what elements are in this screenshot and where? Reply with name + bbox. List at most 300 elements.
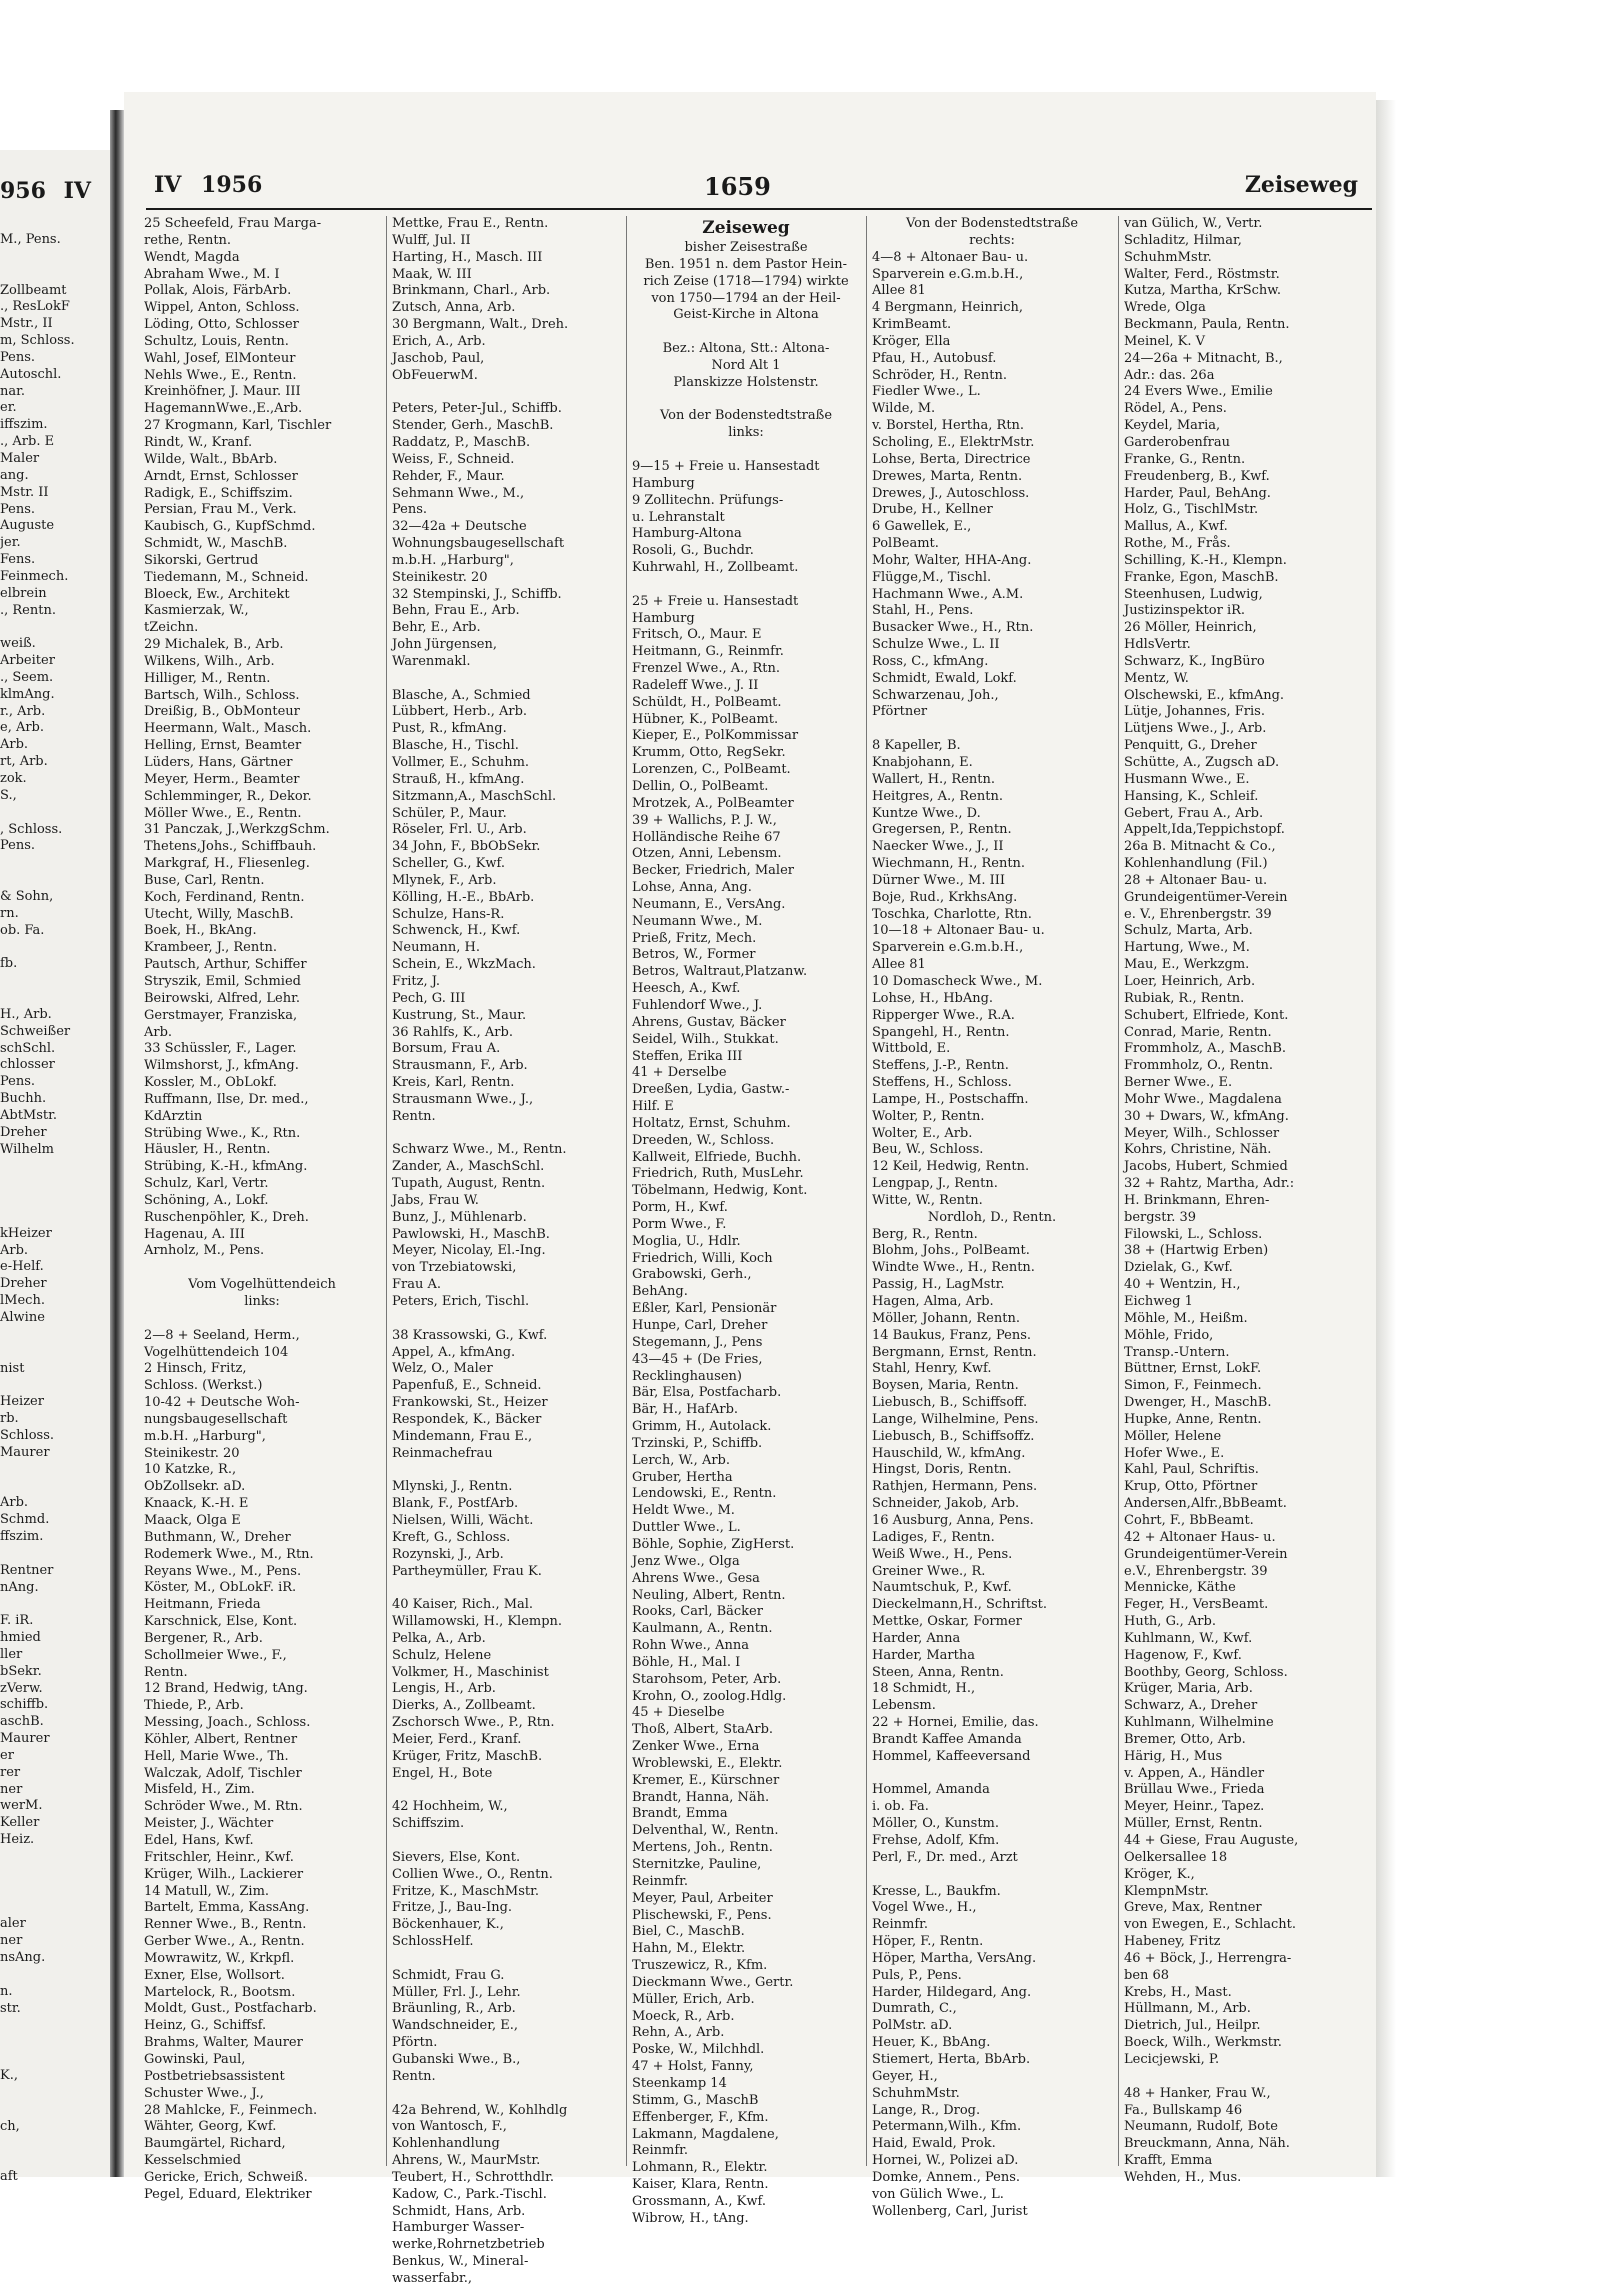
directory-entry: Buse, Carl, Rentn. bbox=[144, 872, 265, 888]
directory-entry: 48 + Hanker, Frau W., bbox=[1124, 2085, 1271, 2101]
previous-page-line: Maler bbox=[0, 450, 40, 466]
directory-entry: 18 Schmidt, H., bbox=[872, 1681, 976, 1697]
directory-entry: Kuntze Wwe., D. bbox=[872, 805, 981, 821]
directory-entry: 14 Matull, W., Zim. bbox=[144, 1883, 270, 1899]
directory-entry bbox=[632, 442, 860, 459]
directory-entry: Conrad, Marie, Rentn. bbox=[1124, 1024, 1272, 1040]
directory-entry: Bartelt, Emma, KassAng. bbox=[144, 1900, 310, 1916]
directory-entry: Becker, Friedrich, Maler bbox=[632, 863, 794, 879]
directory-entry bbox=[144, 1311, 380, 1328]
directory-entry: Appel, A., kfmAng. bbox=[392, 1344, 516, 1360]
directory-entry: Lampe, H., Postschaffn. bbox=[872, 1091, 1029, 1107]
directory-entry: Petermann,Wilh., Kfm. bbox=[872, 2119, 1022, 2135]
directory-entry: Wollenberg, Carl, Jurist bbox=[872, 2203, 1028, 2219]
directory-entry: 42 Hochheim, W., bbox=[392, 1799, 508, 1815]
previous-page-line: ner bbox=[0, 1933, 23, 1949]
directory-entry: Boeck, Wilh., Werkmstr. bbox=[1124, 2035, 1282, 2051]
directory-entry: Hamburg-Altona bbox=[632, 526, 742, 542]
directory-entry bbox=[144, 1260, 380, 1277]
directory-entry: Rentn. bbox=[144, 1664, 188, 1680]
directory-entry: Domke, Annem., Pens. bbox=[872, 2169, 1020, 2185]
directory-entry: von Wantosch, F., bbox=[392, 2119, 507, 2135]
directory-entry: Boek, H., BkAng. bbox=[144, 923, 257, 939]
directory-entry: Köster, M., ObLokF. iR. bbox=[144, 1580, 297, 1596]
directory-entry: Mertens, Joh., Rentn. bbox=[632, 1840, 773, 1856]
directory-entry: KlempnMstr. bbox=[1124, 1883, 1209, 1899]
directory-entry: Pech, G. III bbox=[392, 990, 466, 1006]
directory-entry: Heuer, K., BbAng. bbox=[872, 2035, 991, 2051]
directory-entry: Olschewski, E., kfmAng. bbox=[1124, 687, 1285, 703]
directory-entry: Bartsch, Wilh., Schloss. bbox=[144, 687, 300, 703]
directory-entry: Tiedemann, M., Schneid. bbox=[144, 569, 309, 585]
directory-entry: Pautsch, Arthur, Schiffer bbox=[144, 957, 307, 973]
directory-entry: Postbetriebsassistent bbox=[144, 2068, 285, 2084]
directory-entry: Harder, Paul, BehAng. bbox=[1124, 485, 1271, 501]
directory-entry: Brandt, Emma bbox=[632, 1806, 728, 1822]
directory-entry: Allee 81 bbox=[872, 957, 926, 973]
directory-entry: Behr, E., Arb. bbox=[392, 620, 481, 636]
directory-entry: 26 Möller, Heinrich, bbox=[1124, 620, 1257, 636]
directory-entry: Knaack, K.-H. E bbox=[144, 1496, 249, 1512]
directory-entry: Eichweg 1 bbox=[1124, 1294, 1193, 1309]
directory-entry: Utecht, Willy, MaschB. bbox=[144, 906, 294, 922]
column-divider bbox=[626, 216, 627, 2166]
directory-entry: Steffens, H., Schloss. bbox=[872, 1075, 1012, 1091]
previous-page-line: Dreher bbox=[0, 1124, 47, 1140]
directory-entry: Dreißig, B., ObMonteur bbox=[144, 704, 300, 720]
directory-entry: Schmidt, Ewald, Lokf. bbox=[872, 670, 1017, 686]
directory-entry: Benkus, W., Mineral- bbox=[392, 2254, 529, 2270]
directory-entry: Schulze Wwe., L. II bbox=[872, 637, 1000, 653]
directory-entry: Schmidt, Hans, Arb. bbox=[392, 2203, 526, 2219]
directory-entry: Rodemerk Wwe., M., Rtn. bbox=[144, 1546, 314, 1562]
directory-entry: Hunpe, Carl, Dreher bbox=[632, 1318, 768, 1333]
directory-entry: Gubanski Wwe., B., bbox=[392, 2051, 521, 2067]
directory-entry: Heitmann, G., Reinmfr. bbox=[632, 644, 784, 660]
previous-page-line: er. bbox=[0, 400, 17, 416]
directory-entry: Löding, Otto, Schlosser bbox=[144, 317, 299, 333]
directory-entry: 33 Schüssler, F., Lager. bbox=[144, 1041, 297, 1057]
previous-page-line: Fens. bbox=[0, 552, 36, 568]
previous-page-line: ., Seem. bbox=[0, 669, 54, 685]
page-header-left bbox=[154, 172, 274, 200]
directory-entry: 29 Michalek, B., Arb. bbox=[144, 637, 284, 653]
directory-entry: Ripperger Wwe., R.A. bbox=[872, 1007, 1015, 1023]
page-number: 1659 bbox=[704, 172, 771, 201]
previous-page-line: werM. bbox=[0, 1798, 43, 1814]
previous-page-line bbox=[0, 1866, 110, 1883]
directory-entry: Schulz, Karl, Vertr. bbox=[144, 1176, 269, 1192]
directory-entry: Flügge,M., Tischl. bbox=[872, 569, 992, 585]
directory-entry: Böckenhauer, K., bbox=[392, 1917, 504, 1933]
directory-entry: Lohse, Berta, Directrice bbox=[872, 451, 1031, 467]
previous-page-line: schSchl. bbox=[0, 1040, 56, 1056]
directory-entry: Passig, H., LagMstr. bbox=[872, 1277, 1005, 1293]
previous-page-line: nAng. bbox=[0, 1579, 39, 1595]
previous-page-line: rt, Arb. bbox=[0, 754, 48, 770]
directory-entry: Volkmer, H., Maschinist bbox=[392, 1664, 549, 1680]
directory-entry: Steenkamp 14 bbox=[632, 2075, 727, 2091]
directory-entry: Liebusch, B., Schiffsoffz. bbox=[872, 1428, 1035, 1444]
directory-entry: Ruffmann, Ilse, Dr. med., bbox=[144, 1091, 309, 1107]
directory-entry: Sitzmann,A., MaschSchl. bbox=[392, 788, 557, 804]
directory-entry: Mlynek, F., Arb. bbox=[392, 872, 497, 888]
directory-entry: Steinikestr. 20 bbox=[392, 569, 488, 585]
previous-page-line: AbtMstr. bbox=[0, 1107, 58, 1123]
directory-entry: Papenfuß, E., Schneid. bbox=[392, 1378, 542, 1394]
directory-entry: Franke, Egon, MaschB. bbox=[1124, 569, 1279, 585]
previous-page-volume: IV bbox=[63, 178, 91, 204]
previous-page-line: kHeizer bbox=[0, 1225, 52, 1241]
page-edge bbox=[1376, 100, 1396, 2177]
section-note: rechts: bbox=[969, 232, 1015, 248]
directory-entry: Hommel, Kaffeeversand bbox=[872, 1748, 1031, 1764]
directory-entry: Drewes, J., Autoschloss. bbox=[872, 485, 1030, 501]
directory-entry: Stryszik, Emil, Schmied bbox=[144, 973, 301, 989]
previous-page-line bbox=[0, 1883, 110, 1900]
directory-entry: Wahl, Josef, ElMonteur bbox=[144, 350, 296, 366]
directory-entry: m.b.H. „Harburg", bbox=[144, 1428, 266, 1444]
directory-entry: Radigk, E., Schiffszim. bbox=[144, 485, 293, 501]
directory-entry: Collien Wwe., O., Rentn. bbox=[392, 1866, 553, 1882]
previous-page-line: ner bbox=[0, 1781, 23, 1797]
directory-entry: Thoß, Albert, StaArb. bbox=[632, 1722, 774, 1738]
section-note: Geist-Kirche in Altona bbox=[673, 307, 819, 323]
directory-entry: Lange, R., Drog. bbox=[872, 2102, 981, 2118]
directory-entry: 28 Mahlcke, F., Feinmech. bbox=[144, 2102, 318, 2118]
directory-entry: Schein, E., WkzMach. bbox=[392, 957, 536, 973]
directory-entry: Berner Wwe., E. bbox=[1124, 1075, 1233, 1091]
directory-entry: Garderobenfrau bbox=[1124, 434, 1230, 450]
directory-entry: Willamowski, H., Klempn. bbox=[392, 1614, 563, 1630]
directory-entry: Pförtner bbox=[872, 704, 928, 720]
directory-entry: Cohrt, F., BbBeamt. bbox=[1124, 1512, 1254, 1528]
directory-entry: Schloss. (Werkst.) bbox=[144, 1378, 263, 1394]
previous-page-line bbox=[0, 1158, 110, 1175]
directory-entry: Breuckmann, Anna, Näh. bbox=[1124, 2136, 1290, 2152]
directory-entry: Liebusch, B., Schiffsoff. bbox=[872, 1395, 1028, 1411]
directory-entry: Kuhrwahl, H., Zollbeamt. bbox=[632, 560, 799, 576]
directory-entry: Hilf. E bbox=[632, 1099, 674, 1115]
directory-entry: Dumrath, C., bbox=[872, 2001, 957, 2017]
directory-entry: Kölling, H.-E., BbArb. bbox=[392, 889, 535, 905]
previous-page-line: Pens. bbox=[0, 349, 36, 365]
section-note: von 1750—1794 an der Heil- bbox=[651, 290, 841, 306]
section-note: Ben. 1951 n. dem Pastor Hein- bbox=[644, 256, 848, 272]
directory-entry: Pawlowski, H., MaschB. bbox=[392, 1226, 550, 1242]
directory-entry: Blohm, Johs., PolBeamt. bbox=[872, 1243, 1030, 1259]
directory-entry: 36 Rahlfs, K., Arb. bbox=[392, 1024, 513, 1040]
directory-entry: Mowrawitz, W., Krkpfl. bbox=[144, 1950, 295, 1966]
directory-entry: Rubiak, R., Rentn. bbox=[1124, 990, 1245, 1006]
directory-entry: ben 68 bbox=[1124, 1967, 1170, 1983]
directory-entry: tZeichn. bbox=[144, 620, 199, 636]
section-note: links: bbox=[728, 425, 764, 441]
directory-entry: Porm, H., Kwf. bbox=[632, 1200, 728, 1216]
directory-entry: Möller, Helene bbox=[1124, 1428, 1222, 1444]
previous-page-line: bSekr. bbox=[0, 1663, 42, 1679]
previous-page-line: elbrein bbox=[0, 585, 47, 601]
directory-entry: Mlynski, J., Rentn. bbox=[392, 1479, 513, 1495]
directory-entry: Pens. bbox=[392, 502, 428, 518]
directory-entry: Schneider, Jakob, Arb. bbox=[872, 1496, 1020, 1512]
directory-entry: Rehn, A., Arb. bbox=[632, 2025, 725, 2041]
directory-entry: Dürner Wwe., M. III bbox=[872, 872, 1005, 888]
directory-entry: 10 Domascheck Wwe., M. bbox=[872, 973, 1043, 989]
directory-entry: 4—8 + Altonaer Bau- u. bbox=[872, 249, 1029, 265]
previous-page-line: Rentner bbox=[0, 1562, 54, 1578]
directory-entry: Zenker Wwe., Erna bbox=[632, 1739, 760, 1755]
directory-entry: Biel, C., MaschB. bbox=[632, 1924, 745, 1940]
directory-entry: Schmidt, W., MaschB. bbox=[144, 536, 288, 552]
directory-entry: Kadow, C., Park.-Tischl. bbox=[392, 2186, 547, 2202]
previous-page-line bbox=[0, 2051, 110, 2068]
directory-entry: e.V., Ehrenbergstr. 39 bbox=[1124, 1563, 1268, 1579]
directory-entry: Schulz, Marta, Arb. bbox=[1124, 923, 1253, 939]
directory-entry: wasserfabr., bbox=[392, 2270, 473, 2286]
section-note: rich Zeise (1718—1794) wirkte bbox=[643, 273, 849, 289]
directory-entry: Nehls Wwe., E., Rentn. bbox=[144, 367, 297, 383]
directory-entry: Kaulmann, A., Rentn. bbox=[632, 1621, 773, 1637]
directory-entry: Fritschler, Heinr., Kwf. bbox=[144, 1849, 294, 1865]
directory-entry: Nielsen, Willi, Wächt. bbox=[392, 1512, 534, 1528]
directory-entry: Abraham Wwe., M. I bbox=[144, 266, 280, 282]
directory-entry: SchuhmMstr. bbox=[1124, 249, 1212, 265]
directory-entry: Dieckmann Wwe., Gertr. bbox=[632, 1974, 794, 1990]
directory-entry bbox=[632, 324, 860, 341]
directory-entry: Fa., Bullskamp 46 bbox=[1124, 2102, 1243, 2118]
directory-entry: 24 Evers Wwe., Emilie bbox=[1124, 384, 1273, 400]
directory-entry bbox=[872, 1867, 1112, 1884]
directory-entry: Bergener, R., Arb. bbox=[144, 1630, 263, 1646]
directory-entry: m.b.H. „Harburg", bbox=[392, 552, 514, 568]
directory-entry: Frenzel Wwe., A., Rtn. bbox=[632, 661, 781, 677]
directory-entry: Trzinski, P., Schiffb. bbox=[632, 1435, 763, 1451]
directory-entry: Prieß, Fritz, Mech. bbox=[632, 930, 757, 946]
directory-entry: Heinz, G., Schiffsf. bbox=[144, 2018, 267, 2034]
directory-entry: Schüler, P., Maur. bbox=[392, 805, 507, 821]
directory-entry: 43—45 + (De Fries, bbox=[632, 1351, 763, 1367]
directory-entry: e. V., Ehrenbergstr. 39 bbox=[1124, 906, 1272, 922]
directory-entry: Wähter, Georg, Kwf. bbox=[144, 2119, 277, 2135]
directory-entry: Stender, Gerh., MaschB. bbox=[392, 418, 554, 434]
directory-entry: Borsum, Frau A. bbox=[392, 1041, 501, 1057]
previous-page-line: rer bbox=[0, 1764, 21, 1780]
directory-entry: Sehmann Wwe., M., bbox=[392, 485, 525, 501]
directory-entry: Möller, O., Kunstm. bbox=[872, 1816, 1000, 1832]
directory-entry: 2—8 + Seeland, Herm., bbox=[144, 1327, 300, 1343]
directory-entry: Rothe, M., Frås. bbox=[1124, 536, 1231, 552]
directory-entry: Fuhlendorf Wwe., J. bbox=[632, 997, 763, 1013]
previous-page-line bbox=[0, 2135, 110, 2152]
directory-entry: Meyer, Herm., Beamter bbox=[144, 771, 300, 787]
directory-entry bbox=[392, 671, 620, 688]
directory-entry: Dieckelmann,H., Schriftst. bbox=[872, 1597, 1047, 1613]
directory-entry: Seidel, Wilh., Stukkat. bbox=[632, 1031, 779, 1047]
directory-entry: Mentz, W. bbox=[1124, 670, 1189, 686]
directory-entry: van Gülich, W., Vertr. bbox=[1124, 216, 1263, 231]
directory-entry: Heitmann, Frieda bbox=[144, 1597, 261, 1613]
directory-entry: Hamburg bbox=[632, 610, 695, 626]
directory-entry: Krüger, Wilh., Lackierer bbox=[144, 1866, 304, 1882]
directory-entry: Lengpap, J., Rentn. bbox=[872, 1176, 998, 1192]
directory-entry: Wolter, E., Arb. bbox=[872, 1125, 973, 1141]
previous-page-line: rb. bbox=[0, 1411, 19, 1427]
previous-page-line bbox=[0, 939, 110, 956]
directory-entry: Hüllmann, M., Arb. bbox=[1124, 2001, 1251, 2017]
directory-entry: Lange, Wilhelmine, Pens. bbox=[872, 1411, 1039, 1427]
directory-entry: Toschka, Charlotte, Rtn. bbox=[872, 906, 1032, 922]
directory-entry: Krohn, O., zoolog.Hdlg. bbox=[632, 1688, 787, 1704]
directory-entry: Edel, Hans, Kwf. bbox=[144, 1833, 254, 1848]
directory-entry: Krumm, Otto, RegSekr. bbox=[632, 745, 786, 761]
previous-page-lines bbox=[0, 232, 110, 2186]
section-note: Von der Bodenstedtstraße bbox=[659, 408, 833, 424]
directory-entry: Meinel, K. V bbox=[1124, 333, 1206, 349]
directory-entry: 34 John, F., BbObSekr. bbox=[392, 839, 541, 855]
directory-entry: Kreis, Karl, Rentn. bbox=[392, 1075, 515, 1091]
previous-page-line bbox=[0, 1546, 110, 1563]
directory-entry: Bergmann, Ernst, Rentn. bbox=[872, 1344, 1037, 1360]
directory-entry: Stahl, Henry, Kwf. bbox=[872, 1361, 992, 1377]
directory-entry: Wolter, P., Rentn. bbox=[872, 1108, 985, 1124]
directory-entry: Plischewski, F., Pens. bbox=[632, 1907, 772, 1923]
directory-entry: Schröder Wwe., M. Rtn. bbox=[144, 1799, 303, 1815]
directory-entry: Wittbold, E. bbox=[872, 1041, 951, 1057]
previous-page-line: klmAng. bbox=[0, 686, 55, 702]
section-note: Bez.: Altona, Stt.: Altona- bbox=[662, 341, 830, 357]
previous-page-line: iffszim. bbox=[0, 417, 48, 433]
directory-entry: Karschnick, Else, Kont. bbox=[144, 1614, 298, 1630]
directory-entry: Rohn Wwe., Anna bbox=[632, 1638, 749, 1654]
directory-entry: Wrede, Olga bbox=[1124, 300, 1206, 316]
directory-entry: Strausmann Wwe., J., bbox=[392, 1091, 534, 1107]
previous-page-line: m, Schloss. bbox=[0, 333, 75, 349]
directory-entry: Stahl, H., Pens. bbox=[872, 603, 974, 619]
previous-page-line: & Sohn, bbox=[0, 888, 54, 904]
previous-page-line: nist bbox=[0, 1360, 25, 1376]
directory-entry: Walczak, Adolf, Tischler bbox=[144, 1765, 302, 1781]
directory-entry: 28 + Altonaer Bau- u. bbox=[1124, 872, 1268, 888]
directory-entry bbox=[632, 577, 860, 594]
directory-entry: Meyer, Wilh., Schlosser bbox=[1124, 1125, 1280, 1141]
directory-entry: Hommel, Amanda bbox=[872, 1782, 990, 1798]
directory-entry: Schwarz, K., IngBüro bbox=[1124, 653, 1265, 669]
directory-entry: Neumann, H. bbox=[392, 940, 480, 956]
previous-page-line: Mstr., II bbox=[0, 316, 53, 332]
previous-page-line bbox=[0, 266, 110, 283]
directory-entry: Möller, Johann, Rentn. bbox=[872, 1310, 1020, 1326]
directory-entry: Stimm, G., MaschB bbox=[632, 2092, 759, 2108]
directory-entry: BehAng. bbox=[632, 1284, 688, 1300]
directory-entry bbox=[632, 392, 860, 409]
directory-entry: 38 + (Hartwig Erben) bbox=[1124, 1243, 1269, 1259]
previous-page-line: nar. bbox=[0, 383, 26, 399]
directory-entry: Gebert, Frau A., Arb. bbox=[1124, 805, 1264, 821]
directory-entry: Kaiser, Klara, Rentn. bbox=[632, 2177, 769, 2193]
directory-entry: Müller, Erich, Arb. bbox=[632, 1991, 755, 2007]
directory-entry: Mindemann, Frau E., bbox=[392, 1428, 533, 1444]
directory-entry: Steen, Anna, Rentn. bbox=[872, 1664, 1004, 1680]
directory-entry: Witte, W., Rentn. bbox=[872, 1192, 983, 1208]
directory-entry: Heldt Wwe., M. bbox=[632, 1503, 735, 1519]
previous-page-line bbox=[0, 2152, 110, 2169]
previous-page-line: K., bbox=[0, 2067, 18, 2083]
previous-page-line bbox=[0, 872, 110, 889]
directory-entry: i. ob. Fa. bbox=[872, 1799, 929, 1815]
directory-entry: Reinmfr. bbox=[632, 2143, 689, 2159]
directory-entry: Stiemert, Herta, BbArb. bbox=[872, 2051, 1031, 2067]
directory-entry: 25 Scheefeld, Frau Marga- bbox=[144, 216, 322, 231]
directory-entry: Pegel, Eduard, Elektriker bbox=[144, 2186, 312, 2202]
directory-entry: Knabjohann, E. bbox=[872, 755, 973, 770]
previous-page-line: r., Arb. bbox=[0, 703, 46, 719]
directory-entry: Steinikestr. 20 bbox=[144, 1445, 240, 1461]
directory-entry: Fiedler Wwe., L. bbox=[872, 384, 981, 400]
previous-page-line bbox=[0, 1377, 110, 1394]
directory-entry: 38 Krassowski, G., Kwf. bbox=[392, 1327, 548, 1343]
section-note: Von der Bodenstedtstraße bbox=[905, 216, 1079, 231]
directory-entry: 42 + Altonaer Haus- u. bbox=[1124, 1529, 1276, 1545]
previous-page-line: Schmd. bbox=[0, 1512, 50, 1528]
directory-entry: 30 + Dwars, W., kfmAng. bbox=[1124, 1108, 1289, 1124]
directory-entry: Meier, Ferd., Kranf. bbox=[392, 1731, 522, 1747]
directory-entry: Lakmann, Magdalene, bbox=[632, 2126, 779, 2142]
directory-entry: Krüger, Fritz, MaschB. bbox=[392, 1748, 543, 1764]
directory-entry: Porm Wwe., F. bbox=[632, 1216, 727, 1232]
directory-entry: Stegemann, J., Pens bbox=[632, 1334, 763, 1350]
directory-entry: Schöning, A., Lokf. bbox=[144, 1192, 269, 1208]
directory-entry: Lendowski, E., Rentn. bbox=[632, 1486, 777, 1502]
directory-entry: Moeck, R., Arb. bbox=[632, 2008, 735, 2024]
directory-entry: Lohmann, R., Elektr. bbox=[632, 2160, 768, 2176]
directory-entry: Welz, O., Maler bbox=[392, 1361, 493, 1377]
directory-entry: Penquitt, G., Dreher bbox=[1124, 738, 1257, 754]
previous-page-line bbox=[0, 1344, 110, 1361]
directory-entry: Haid, Ewald, Prok. bbox=[872, 2136, 996, 2152]
directory-entry: Schröder, H., Rentn. bbox=[872, 367, 1007, 383]
previous-page-line: Wilhelm bbox=[0, 1141, 54, 1157]
directory-entry: Dreeßen, Lydia, Gastw.- bbox=[632, 1082, 790, 1098]
directory-entry: 27 Krogmann, Karl, Tischler bbox=[144, 418, 332, 434]
directory-entry: 10—18 + Altonaer Bau- u. bbox=[872, 923, 1045, 939]
directory-entry: Härig, H., Mus bbox=[1124, 1748, 1223, 1764]
directory-entry: Brandt Kaffee Amanda bbox=[872, 1731, 1022, 1747]
directory-entry: Arnholz, M., Pens. bbox=[144, 1243, 265, 1259]
previous-page-line: aschB. bbox=[0, 1714, 44, 1730]
directory-entry: Wendt, Magda bbox=[144, 249, 240, 265]
directory-entry: Fritz, J. bbox=[392, 973, 441, 989]
directory-entry: Beu, W., Schloss. bbox=[872, 1142, 984, 1158]
directory-entry: Wulff, Jul. II bbox=[392, 232, 471, 248]
directory-entry bbox=[392, 1580, 620, 1597]
directory-entry: Ahrens, Gustav, Bäcker bbox=[632, 1014, 786, 1030]
previous-page-line: H., Arb. bbox=[0, 1006, 52, 1022]
directory-entry: Blasche, H., Tischl. bbox=[392, 738, 519, 754]
previous-page-line: S., bbox=[0, 787, 17, 803]
directory-entry: Höper, F., Rentn. bbox=[872, 1934, 984, 1950]
previous-page-line bbox=[0, 2102, 110, 2119]
directory-entry: Kröger, K., bbox=[1124, 1866, 1195, 1882]
previous-page-line: zVerw. bbox=[0, 1680, 43, 1696]
directory-entry: Grossmann, A., Kwf. bbox=[632, 2193, 766, 2209]
directory-column-4 bbox=[872, 216, 1112, 2219]
directory-entry: Böhle, Sophie, ZigHerst. bbox=[632, 1536, 795, 1552]
directory-entry: Hingst, Doris, Rentn. bbox=[872, 1462, 1012, 1478]
directory-entry: Wilkens, Wilh., Arb. bbox=[144, 653, 275, 669]
directory-entry: Husmann Wwe., E. bbox=[1124, 771, 1250, 787]
directory-entry: Schilling, K.-H., Klempn. bbox=[1124, 552, 1287, 568]
